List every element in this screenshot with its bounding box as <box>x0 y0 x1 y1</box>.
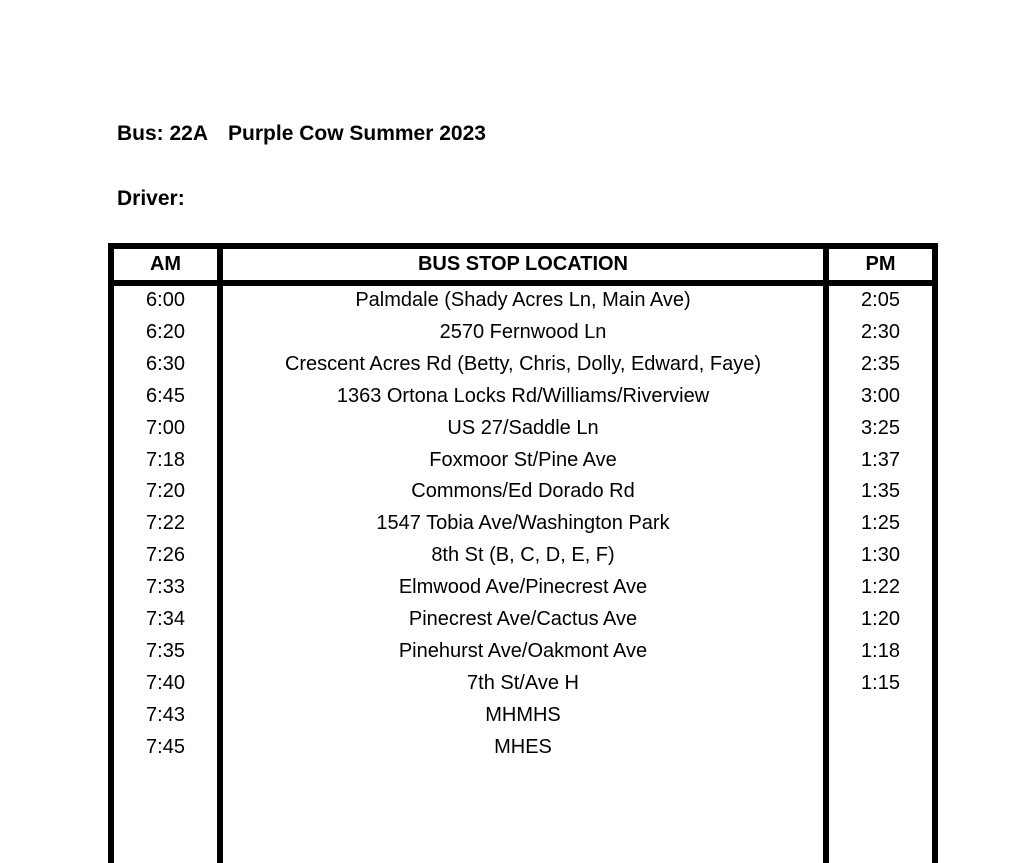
am-time-cell: 7:40 <box>146 671 185 694</box>
table-row <box>108 731 938 763</box>
am-time-cell: 7:33 <box>146 576 185 599</box>
am-time-cell: 7:45 <box>146 735 185 758</box>
stop-location-cell: 1547 Tobia Ave/Washington Park <box>376 512 670 535</box>
pm-time-cell: 1:15 <box>861 671 900 694</box>
am-time-cell: 7:34 <box>146 608 185 630</box>
stop-location-cell: Crescent Acres Rd (Betty, Chris, Dolly, Edward, Faye) <box>284 352 762 375</box>
pm-time-cell: 1:35 <box>861 480 900 503</box>
table-header-row <box>108 249 938 280</box>
pm-time-cell: 2:05 <box>861 289 900 311</box>
bus-schedule-table <box>108 243 938 863</box>
table-row <box>108 348 938 380</box>
am-time-cell: 7:43 <box>146 703 185 726</box>
am-time-cell: 6:20 <box>146 320 185 343</box>
column-header-am: AM <box>149 253 182 275</box>
stop-location-cell: Elmwood Ave/Pinecrest Ave <box>398 576 648 599</box>
stop-location-cell: Foxmoor St/Pine Ave <box>429 448 617 471</box>
table-row <box>108 284 938 316</box>
am-time-cell: 7:00 <box>146 416 185 439</box>
pm-time-cell: 1:20 <box>861 608 900 630</box>
am-time-cell: 7:26 <box>146 544 185 567</box>
driver-label: Driver: <box>117 187 185 210</box>
am-time-cell: 6:45 <box>146 384 185 407</box>
table-row <box>108 316 938 348</box>
pm-time-cell: 3:00 <box>861 384 900 407</box>
stop-location-cell: 1363 Ortona Locks Rd/Williams/Riverview <box>336 384 710 407</box>
am-time-cell: 7:35 <box>146 639 185 662</box>
table-row <box>108 444 938 476</box>
pm-time-cell: 3:25 <box>861 416 900 439</box>
pm-time-cell: 1:18 <box>861 639 900 662</box>
am-time-cell: 7:22 <box>146 512 185 535</box>
table-row <box>108 699 938 731</box>
pm-time-cell: 1:25 <box>861 512 900 535</box>
pm-time-cell <box>829 731 932 763</box>
table-row <box>108 380 938 412</box>
table-row <box>108 571 938 603</box>
stop-location-cell: Palmdale (Shady Acres Ln, Main Ave) <box>355 289 691 311</box>
stop-location-cell: Commons/Ed Dorado Rd <box>411 480 635 503</box>
pm-time-cell: 1:30 <box>861 544 900 567</box>
stop-location-cell: 8th St (B, C, D, E, F) <box>431 544 615 567</box>
stop-location-cell: 2570 Fernwood Ln <box>439 320 607 343</box>
column-header-pm: PM <box>865 253 896 275</box>
stop-location-cell: 7th St/Ave H <box>467 671 579 694</box>
column-header-location: BUS STOP LOCATION <box>417 253 629 275</box>
pm-time-cell <box>829 699 932 731</box>
route-name: Purple Cow Summer 2023 <box>228 122 486 145</box>
am-time-cell: 6:00 <box>146 289 185 311</box>
bus-number: Bus: 22A <box>117 122 209 145</box>
pm-time-cell: 1:37 <box>861 448 900 471</box>
table-row <box>108 412 938 444</box>
am-time-cell: 7:20 <box>146 480 185 503</box>
table-row <box>108 603 938 635</box>
stop-location-cell: US 27/Saddle Ln <box>447 416 599 439</box>
stop-location-cell: MHES <box>494 735 552 758</box>
am-time-cell: 6:30 <box>146 352 185 375</box>
table-row <box>108 507 938 539</box>
stop-location-cell: MHMHS <box>485 703 561 726</box>
pm-time-cell: 1:22 <box>861 576 900 599</box>
table-row <box>108 667 938 699</box>
stop-location-cell: Pinecrest Ave/Cactus Ave <box>408 608 638 630</box>
table-row <box>108 539 938 571</box>
am-time-cell: 7:18 <box>146 448 185 471</box>
pm-time-cell: 2:30 <box>861 320 900 343</box>
table-row <box>108 475 938 507</box>
table-row <box>108 635 938 667</box>
stop-location-cell: Pinehurst Ave/Oakmont Ave <box>398 639 648 662</box>
pm-time-cell: 2:35 <box>861 352 900 375</box>
bus-title-line <box>117 122 486 146</box>
